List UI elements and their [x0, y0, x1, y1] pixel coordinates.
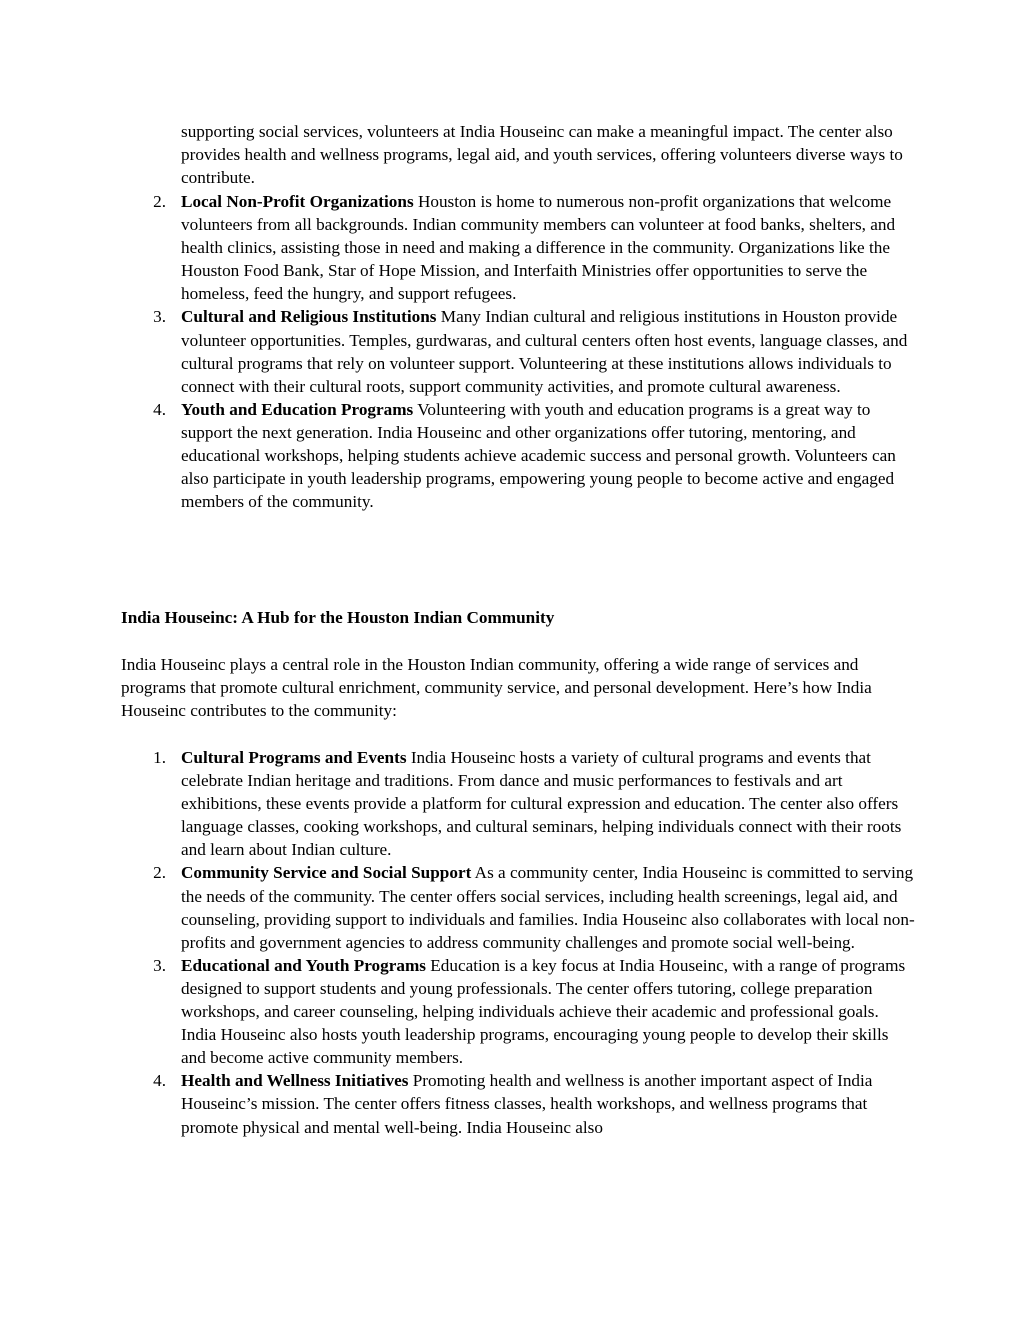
list-item [0, 190, 916, 305]
list-item-text: Promoting health and wellness is another important aspect of India Houseinc’s mission. The center offers fitness classes, health workshops, and wellness programs that promote physical and mental well-being. India Houseinc also [181, 1071, 873, 1137]
list-item-title: Cultural Programs and Events [181, 748, 407, 767]
list-number: 4. [153, 399, 166, 419]
list-item-title: Cultural and Religious Institutions [181, 307, 437, 327]
list-item-text: Many Indian cultural and religious institutions in Houston provide volunteer opportunities. Temples, gurdwaras, and cultural centers often host events, language classes, and cultural programs that rely on volunteer support. Volunteering at these institutions allows individuals to connect with their cultural roots, support community activities, and promote cultural awareness. [181, 307, 908, 396]
list-item [0, 954, 916, 1069]
section-heading: India Houseinc: A Hub for the Houston Indian Community [121, 608, 555, 627]
list-item [0, 746, 916, 861]
list-item-title: Educational and Youth Programs [181, 955, 426, 975]
list-item-title: Local Non-Profit Organizations [181, 192, 414, 211]
list-number: 3. [153, 307, 166, 327]
list-item [0, 305, 916, 397]
list-item [0, 861, 916, 953]
volunteer-opportunities-list [0, 190, 916, 513]
list-item [0, 398, 916, 513]
list-item-title: Health and Wellness Initiatives [181, 1071, 409, 1091]
list-item-text: As a community center, India Houseinc is committed to serving the needs of the community. The center offers social services, including health screenings, legal aid, and counseling, providing support to individuals and families. India Houseinc also collaborates with local non-profits and government agencies to address community challenges and promote social well-being. [181, 863, 915, 952]
contributions-list [0, 746, 916, 1139]
list-item-text: Education is a key focus at India Houseinc, with a range of programs designed to support students and young professionals. The center offers tutoring, college preparation workshops, and career counseling, helping individuals achieve their academic and professional goals. India Houseinc also hosts youth leadership programs, encouraging young people to develop their skills and become active community members. [181, 955, 906, 1068]
list-item-title: Community Service and Social Support [181, 863, 472, 883]
list-number: 2. [153, 863, 166, 883]
continuation-paragraph: supporting social services, volunteers at India Houseinc can make a meaningful impact. The center also provides health and wellness programs, legal aid, and youth services, offering volunteers diverse ways to contribute. [181, 122, 903, 188]
list-item-text: Volunteering with youth and education programs is a great way to support the next generation. India Houseinc and other organizations offer tutoring, mentoring, and educational workshops, helping students achieve academic success and personal growth. Volunteers can also participate in youth leadership programs, empowering young people to become active and engaged members of the community. [181, 399, 896, 512]
list-number: 4. [153, 1071, 166, 1091]
list-item [0, 1069, 916, 1138]
list-number: 2. [153, 192, 166, 211]
list-item-text: Houston is home to numerous non-profit organizations that welcome volunteers from all backgrounds. Indian community members can volunteer at food banks, shelters, and health clinics, assisting those in need and making a difference in the community. Organizations like the Houston Food Bank, Star of Hope Mission, and Interfaith Ministries offer opportunities to serve the homeless, feed the hungry, and support refugees. [181, 192, 896, 304]
list-item-text: India Houseinc hosts a variety of cultural programs and events that celebrate Indian heritage and traditions. From dance and music performances to festivals and art exhibitions, these events provide a platform for cultural expression and education. The center also offers language classes, cooking workshops, and cultural seminars, helping individuals connect with their roots and learn about Indian culture. [181, 748, 902, 860]
list-item-title: Youth and Education Programs [181, 399, 414, 419]
list-number: 3. [153, 955, 166, 975]
intro-paragraph: India Houseinc plays a central role in the Houston Indian community, offering a wide range of services and programs that promote cultural enrichment, community service, and personal development. Here’s how India Houseinc contributes to the community: [121, 655, 872, 721]
list-number: 1. [153, 748, 166, 767]
